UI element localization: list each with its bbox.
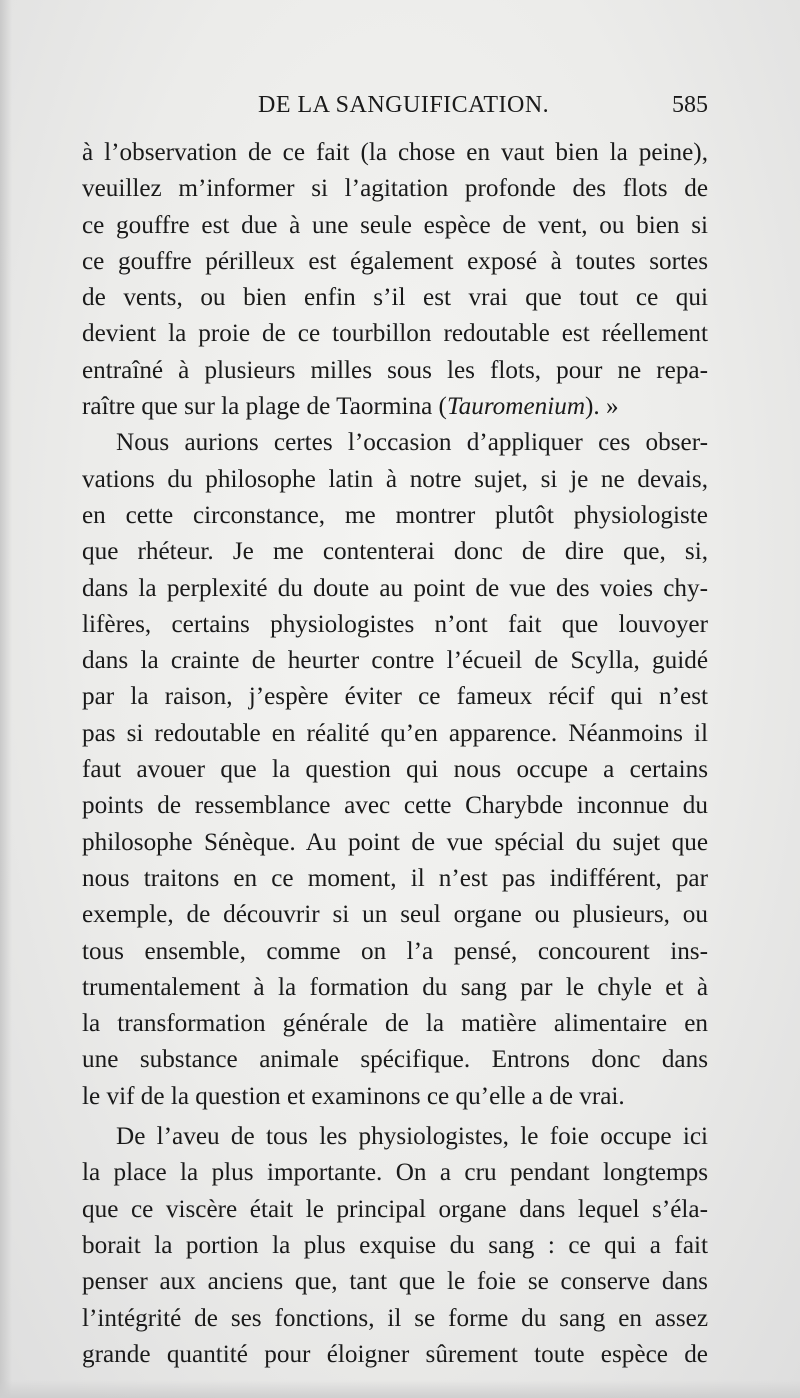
text-line: nous traitons en ce moment, il n’est pas indifférent, par xyxy=(82,864,708,892)
text-line: tous ensemble, comme on l’a pensé, concourent ins- xyxy=(82,937,708,965)
text-line: devient la proie de ce tourbillon redoutable est réellement xyxy=(82,320,708,348)
text-line: de vents, ou bien enfin s’il est vrai que tout ce qui xyxy=(82,284,708,312)
text-line: points de ressemblance avec cette Charybde inconnue du xyxy=(82,792,708,820)
italic-latin-name: Tauromenium xyxy=(446,393,586,421)
text-line: raître que sur la plage de Taormina (Tauromenium). » xyxy=(82,393,619,421)
text-line: la transformation générale de la matière alimentaire en xyxy=(82,1010,708,1038)
text-line: faut avouer que la question qui nous occupe a certains xyxy=(82,756,708,784)
text-line: que ce viscère était le principal organe dans lequel s’éla- xyxy=(82,1195,708,1223)
text-line: que rhéteur. Je me contenterai donc de dire que, si, xyxy=(82,538,708,566)
text-line: la place la plus importante. On a cru pendant longtemps xyxy=(82,1159,708,1187)
text-line: veuillez m’informer si l’agitation profonde des flots de xyxy=(82,175,708,203)
text-line: philosophe Sénèque. Au point de vue spécial du sujet que xyxy=(82,828,708,856)
text-line: trumentalement à la formation du sang par le chyle et à xyxy=(82,973,708,1001)
text-line: par la raison, j’espère éviter ce fameux récif qui n’est xyxy=(82,683,708,711)
text-line: vations du philosophe latin à notre sujet, si je ne devais, xyxy=(82,465,708,493)
text-line: penser aux anciens que, tant que le foie se conserve dans xyxy=(82,1268,708,1296)
page-bottom-shadow xyxy=(0,1380,800,1398)
page-edge-shadow xyxy=(0,0,12,1398)
page-header xyxy=(82,92,708,126)
text-line: ce gouffre périlleux est également exposé à toutes sortes xyxy=(82,247,708,275)
text-line: exemple, de découvrir si un seul organe ou plusieurs, ou xyxy=(82,901,708,929)
text-line: dans la crainte de heurter contre l’écueil de Scylla, guidé xyxy=(82,647,708,675)
text-line: l’intégrité de ses fonctions, il se forme du sang en assez xyxy=(82,1304,708,1332)
text-line: lifères, certains physiologistes n’ont fait que louvoyer xyxy=(82,610,708,638)
text-line: entraîné à plusieurs milles sous les flots, pour ne repa- xyxy=(82,356,708,384)
text-line: en cette circonstance, me montrer plutôt physiologiste xyxy=(82,501,708,529)
text-line: ce gouffre est due à une seule espèce de vent, ou bien si xyxy=(82,211,708,239)
text-line: borait la portion la plus exquise du sang : ce qui a fait xyxy=(82,1231,708,1259)
running-title: DE LA SANGUIFICATION. xyxy=(258,92,550,118)
page-number: 585 xyxy=(672,92,708,118)
text-line: grande quantité pour éloigner sûrement toute espèce de xyxy=(82,1340,708,1368)
text-line: dans la perplexité du doute au point de vue des voies chy- xyxy=(82,574,708,602)
text-line: le vif de la question et examinons ce qu’elle a de vrai. xyxy=(82,1082,625,1110)
paragraph-start-line: De l’aveu de tous les physiologistes, le foie occupe ici xyxy=(116,1123,708,1151)
paragraph-start-line: Nous aurions certes l’occasion d’appliquer ces obser- xyxy=(116,429,708,457)
text-line: une substance animale spécifique. Entrons donc dans xyxy=(82,1046,708,1074)
text-line: pas si redoutable en réalité qu’en apparence. Néanmoins il xyxy=(82,719,708,747)
text-line: à l’observation de ce fait (la chose en vaut bien la peine), xyxy=(82,139,708,166)
body-text xyxy=(82,135,708,1373)
